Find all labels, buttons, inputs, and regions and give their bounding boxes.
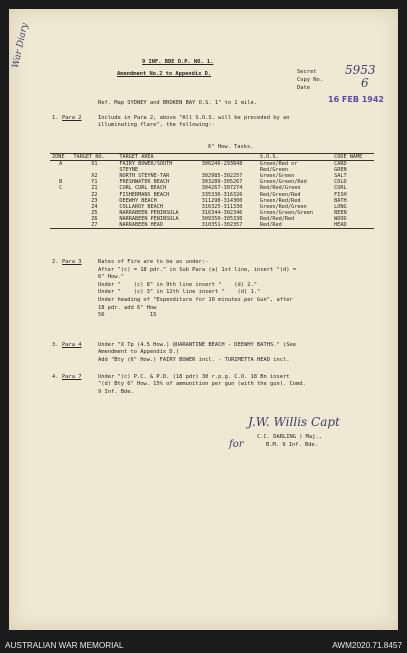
table-caption: 6" How. Tasks. [208, 144, 254, 150]
handwritten-copy-number: 6 [361, 76, 369, 90]
unit-title: 9 INF. BDE O.P. NO. 1. [142, 59, 214, 65]
table-row [50, 161, 374, 168]
handwritten-for: for [229, 439, 244, 450]
cell-code-name: FISH [334, 191, 347, 198]
cell-sos: Green/Red/Red [259, 197, 301, 204]
document-page [9, 9, 398, 630]
para3-line: Add "Bty (6" How.) FAIRY BOWER incl. - TURIMETTA HEAD incl. [98, 356, 290, 363]
cell-code-name: CARD [334, 161, 347, 168]
amendment-title: Amendment No.2 to Appendix D. [117, 71, 212, 77]
cell-sos: Green/Green/Red [259, 179, 307, 186]
cell-sos: Red/Red/Red [259, 215, 295, 222]
date-stamp: 16 FEB 1942 [328, 95, 384, 104]
cell-target-area: NORTH STEYNE-TAR [119, 173, 170, 180]
handwritten-ref-number: 5953 [345, 63, 376, 77]
cell-grid-ref: 309350-305330 [201, 215, 243, 222]
cell-sos: Green/Green/Green [259, 209, 313, 216]
cell-target-no: Z2 [91, 191, 98, 198]
cell-target-area: FRESHWATER BEACH [119, 179, 170, 186]
secret-label: Secret [297, 69, 317, 75]
para2-line: Under " (c) 3" in 12th line insert " (d) 1." [98, 289, 261, 296]
tasks-table [50, 153, 374, 229]
cell-target-no: X1 [91, 161, 98, 168]
cell-sos: Red/Red [258, 222, 332, 229]
cell-target-area: COLLAROY BEACH [119, 203, 164, 210]
para2-line: 18 pdr. add 6" How [98, 304, 157, 311]
para2-line: Under heading of "Expenditure for 10 minutes per Gun", after [98, 297, 293, 303]
cell-target-no: X2 [91, 173, 98, 180]
date-label: Date [297, 85, 310, 91]
table-body [50, 161, 374, 229]
para2-line: Under " (c) 8" in 9th line insert " (d) 2." [98, 281, 258, 288]
para4-line: Under "(c) P.C. & P.D. (18 pdr) 30 r.p.g. C.O. 18 Bn insert [98, 374, 290, 380]
signatory-name: C.C. DARLING ) Maj., [257, 434, 322, 440]
para2-title: Para 3 [62, 259, 82, 265]
table-row [50, 222, 374, 229]
cell-code-name: CURL [334, 185, 347, 192]
cell-zone: A [59, 161, 63, 168]
cell-grid-ref: 335336-316326 [201, 191, 243, 198]
cell-target-no: Z6 [91, 215, 98, 222]
cell-code-name: GREN [334, 167, 347, 174]
cell-code-name: HEAD [332, 222, 374, 229]
cell-target-no: Z7 [71, 222, 117, 229]
cell-target-no: Y1 [91, 179, 98, 186]
para1-title: Para 2 [62, 115, 82, 121]
cell-code-name: WOOD [334, 215, 347, 222]
header-grid-ref [200, 154, 258, 161]
para2-line: 56 15 [98, 312, 157, 319]
para4-line: 9 Inf. Bde. [98, 388, 134, 395]
cell-sos: Green/Red/Green [259, 203, 307, 210]
para1-number: 1. [52, 115, 59, 121]
cell-sos: Red/Green/Red [259, 191, 301, 198]
header-code-name: CODE NAME [332, 154, 374, 161]
cell-grid-ref: 316344-302346 [201, 209, 243, 216]
cell-grid-ref: 310351-302357 [200, 222, 258, 229]
cell-sos: Red/Green [259, 167, 288, 174]
para2-number: 2. [52, 259, 59, 265]
cell-sos: Green/Red or [259, 161, 298, 168]
cell-target-no: Z5 [91, 209, 98, 216]
cell-grid-ref: 304267-307274 [201, 185, 243, 192]
copy-label: Copy No. [297, 77, 323, 83]
signatory-role: B.M. 9 Inf. Bde. [266, 442, 318, 448]
header-target-no: TARGET NO. [71, 154, 117, 161]
cell-grid-ref: 302985-302257 [201, 173, 243, 180]
cell-target-no: Z4 [91, 203, 98, 210]
cell-sos: Green/Green [259, 173, 295, 180]
table-header-row [50, 154, 374, 161]
para4-title: Para 7 [62, 374, 82, 380]
cell-target-area: DEEWHY BEACH [119, 197, 157, 204]
cell-code-name: BEEN [334, 209, 347, 216]
para1-text-line1: Include in Para 2, above "All S.O.S. will be preceded by an [98, 115, 290, 121]
cell-target-area: NARRABEEN PENINSULA [119, 215, 179, 222]
cell-grid-ref: 311298-314300 [201, 197, 243, 204]
header-target-area: TARGET AREA [117, 154, 199, 161]
cell-sos: Red/Red/Green [259, 185, 301, 192]
cell-grid-ref: 303289-305267 [201, 179, 243, 186]
cell-zone [50, 222, 71, 229]
para3-line: Amendment to Appendix D.) [98, 349, 180, 356]
para2-line: 6" How." [98, 274, 124, 281]
para4-line: "(d) Bty 6" How. 15% of ammunition per gun (with the gun). Comd. [98, 381, 306, 388]
cell-grid-ref: 306246-293848 [201, 161, 243, 168]
cell-zone: C [59, 185, 63, 192]
cell-code-name: COLD [334, 179, 347, 186]
cell-code-name: BATH [334, 197, 347, 204]
cell-zone: B [59, 179, 63, 186]
ref-line: Ref. Map SYDNEY and BROKEN BAY O.S. 1" to 1 mile. [98, 100, 258, 106]
para2-line: After "(c) = 18 pdr." in Sub Para (a) 1st line, insert "(d) = [98, 266, 296, 273]
cell-target-area: CURL CURL BEACH [119, 185, 167, 192]
para3-title: Para 4 [62, 342, 82, 348]
footer-bar [0, 630, 407, 653]
cell-target-area: STEYNE [119, 167, 139, 174]
cell-target-no: Z1 [91, 185, 98, 192]
para3-number: 3. [52, 342, 59, 348]
para4-number: 4. [52, 374, 59, 380]
cell-target-no: Z3 [91, 197, 98, 204]
cell-target-area: NARRABEEN PENINSULA [119, 209, 179, 216]
cell-target-area: NARRABEEN HEAD [117, 222, 199, 229]
footer-institution: AUSTRALIAN WAR MEMORIAL [5, 641, 124, 650]
cell-grid-ref: 316325-311330 [201, 203, 243, 210]
cell-target-area: FAIRY BOWER/SOUTH [119, 161, 173, 168]
footer-accession-number: AWM2020.71.8457 [332, 641, 402, 650]
para1-text-line2: illuminating flare", the following:- [98, 122, 215, 128]
para2-line: Rates of Fire are to be as under:- [98, 259, 209, 265]
cell-code-name: SALT [334, 173, 347, 180]
handwritten-signature: J.W. Willis Capt [248, 415, 340, 429]
cell-code-name: LONG [334, 203, 347, 210]
header-zone: ZONE [50, 154, 71, 161]
para3-line: Under "X Tp (4.5 How.) QUARANTINE BEACH - DEEWHY BATHS." (See [98, 342, 296, 348]
cell-target-area: FISHERMANS BEACH [119, 191, 170, 198]
margin-note: War Diary [11, 22, 31, 70]
header-sos: S.O.S. [258, 154, 332, 161]
